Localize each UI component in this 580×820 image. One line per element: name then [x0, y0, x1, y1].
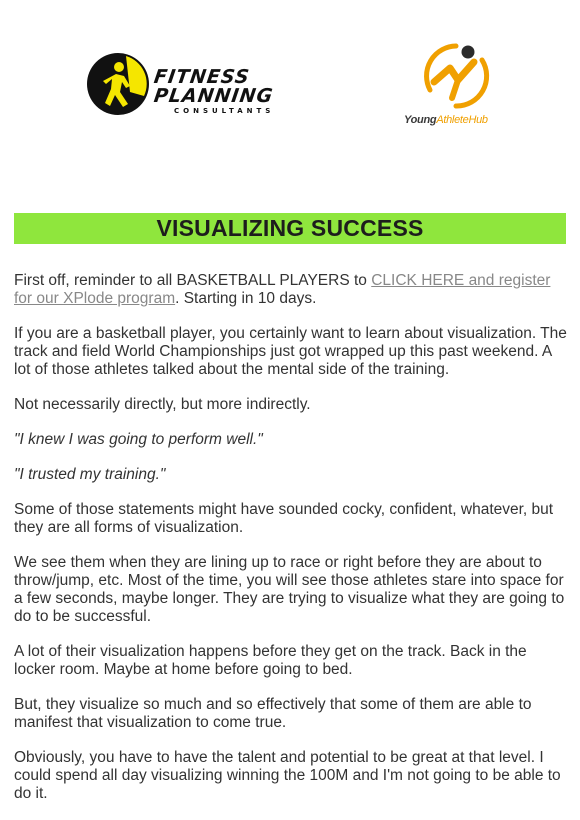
paragraph: If you are a basketball player, you certainly want to learn about visualization. The track and field World Championships just got wrapped up this past weekend. A lot of those athletes talked about the mental side of the training. [14, 325, 567, 378]
paragraph: But, they visualize so much and so effectively that some of them are able to manifest that visualization to come true. [14, 696, 532, 731]
fpc-word-planning: PLANNING [152, 85, 275, 107]
intro-text-after: . Starting in 10 days. [175, 290, 317, 307]
paragraph: We see them when they are lining up to race or right before they are about to throw/jump, etc. Most of the time, you will see those athletes stare into space for a few seconds, maybe longer. They are trying to visualize what they are going to do to be successful. [14, 554, 565, 625]
paragraph: A lot of their visualization happens before they get on the track. Back in the locker room. Maybe at home before going to bed. [14, 643, 527, 678]
fpc-word-consultants: CONSULTANTS [174, 107, 275, 115]
fitness-planning-consultants-logo[interactable] [86, 52, 282, 116]
email-body [14, 272, 567, 820]
fpc-word-fitness: FITNESS [152, 66, 252, 88]
yah-word-young: Young [404, 114, 437, 126]
xplode-register-link[interactable]: CLICK HERE and register for our XPlode program [14, 272, 551, 307]
yah-wordmark [404, 114, 488, 126]
quote-paragraph: "I knew I was going to perform well." [14, 431, 263, 448]
intro-text-before: First off, reminder to all BASKETBALL PLAYERS to [14, 272, 372, 289]
fpc-runner-icon [86, 52, 150, 116]
logo-header [0, 0, 580, 190]
paragraph: Obviously, you have to have the talent and potential to be great at that level. I could spend all day visualizing winning the 100M and I'm not going to be able to do it. [14, 749, 561, 802]
young-athlete-hub-logo[interactable] [398, 38, 514, 134]
title-banner [14, 213, 566, 244]
quote-paragraph: "I trusted my training." [14, 466, 166, 483]
paragraph: Not necessarily directly, but more indirectly. [14, 396, 311, 413]
paragraph: Some of those statements might have sounded cocky, confident, whatever, but they are all forms of visualization. [14, 501, 554, 536]
intro-paragraph [14, 272, 567, 308]
yah-athlete-icon [416, 38, 496, 112]
yah-word-athletehub: AthleteHub [436, 114, 488, 126]
fpc-wordmark [154, 68, 274, 115]
page-title: VISUALIZING SUCCESS [156, 215, 424, 241]
